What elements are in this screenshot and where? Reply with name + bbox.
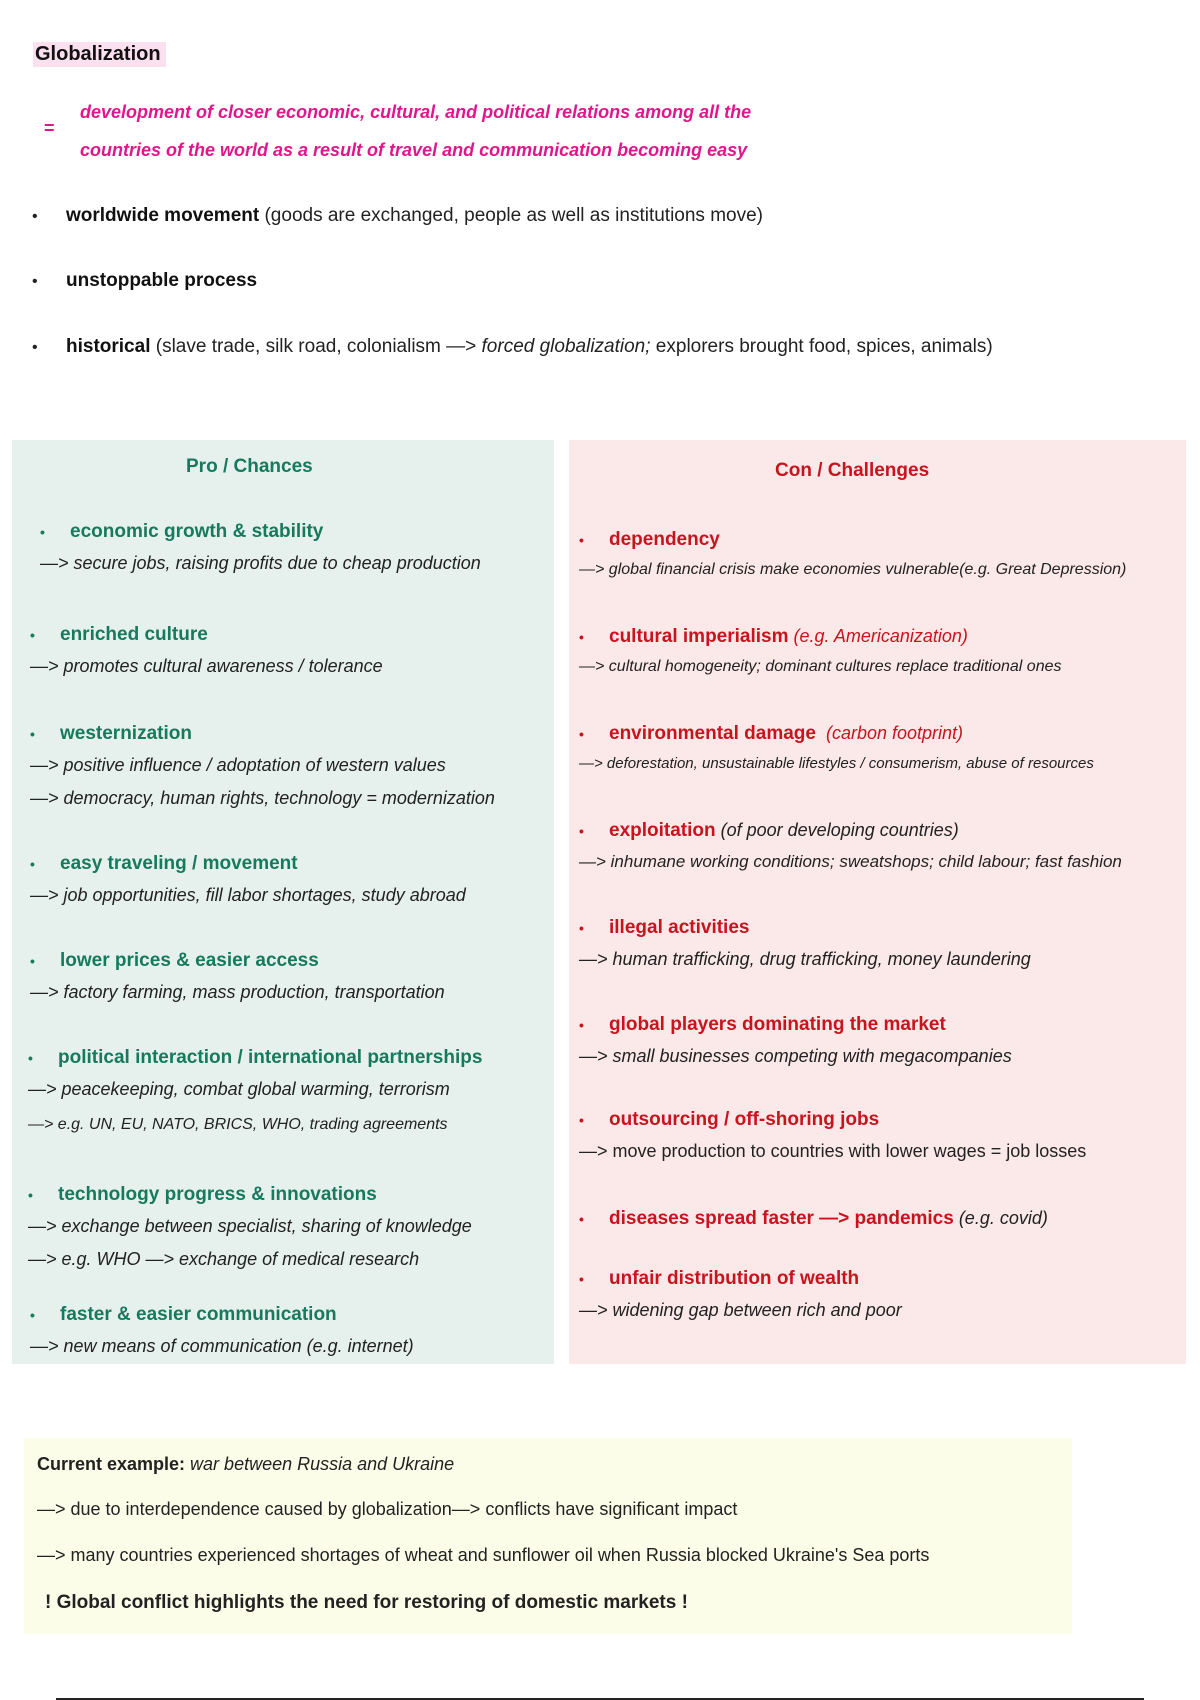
pro-item-political-interaction — [28, 1047, 482, 1134]
bullet-dot: • — [30, 856, 35, 872]
definition-symbol: = — [44, 118, 55, 138]
example-line-1: —> due to interdependence caused by globalization—> conflicts have significant impact — [37, 1499, 738, 1519]
bullet-dot: • — [579, 1112, 584, 1128]
con-item-line: —> cultural homogeneity; dominant cultures replace traditional ones — [579, 658, 1062, 675]
bullet-dot: • — [579, 629, 584, 645]
con-item-global-players — [579, 1014, 1012, 1067]
bullet-dot: • — [30, 726, 35, 742]
pro-item-line: —> factory farming, mass production, transportation — [30, 982, 445, 1002]
con-item-cultural-imperialism — [579, 626, 1062, 676]
bullet-italic: forced globalization; — [481, 336, 651, 357]
pro-item-title: easy traveling / movement — [60, 853, 298, 874]
con-item-line: —> inhumane working conditions; sweatshops; child labour; fast fashion — [579, 852, 1122, 871]
con-item-title: dependency — [609, 529, 720, 550]
con-item-note: (carbon footprint) — [815, 723, 964, 743]
con-item-title: cultural imperialism — [609, 626, 789, 647]
con-item-dependency — [579, 529, 1126, 579]
con-item-unfair-distribution — [579, 1268, 902, 1321]
pro-item-technology — [28, 1184, 472, 1270]
con-item-title: global players dominating the market — [609, 1014, 946, 1035]
bullet-dot: • — [30, 627, 35, 643]
con-item-outsourcing — [579, 1109, 1086, 1162]
con-item-diseases — [579, 1208, 1048, 1230]
bullet-dot: • — [40, 524, 45, 540]
pro-item-title: faster & easier communication — [60, 1304, 337, 1325]
example-label: Current example: — [37, 1454, 186, 1474]
bullet-bold: unstoppable process — [66, 270, 258, 291]
pro-item-line: —> secure jobs, raising profits due to cheap production — [40, 553, 481, 573]
pro-item-line: —> job opportunities, fill labor shortages, study abroad — [30, 885, 466, 905]
pro-item-westernization — [30, 723, 495, 809]
pro-item-line: —> new means of communication (e.g. internet) — [30, 1336, 414, 1356]
bullet-bold: historical — [66, 336, 151, 357]
bullet-bold: worldwide movement — [66, 205, 260, 226]
bullet-dot: • — [579, 920, 584, 936]
con-item-note: (e.g. covid) — [953, 1208, 1048, 1228]
pro-item-title: westernization — [60, 723, 192, 744]
example-line-2: —> many countries experienced shortages of wheat and sunflower oil when Russia blocked Ukraine's Sea ports — [37, 1545, 930, 1565]
pro-item-title: lower prices & easier access — [60, 950, 319, 971]
page-title: Globalization — [33, 42, 166, 67]
bullet-text: (slave trade, silk road, colonialism —> — [150, 336, 482, 357]
pro-item-enriched-culture — [30, 624, 383, 677]
pro-item-line: —> positive influence / adoptation of western values — [30, 755, 446, 775]
example-conclusion: ! Global conflict highlights the need for restoring of domestic markets ! — [45, 1592, 688, 1613]
pro-item-line: —> promotes cultural awareness / tolerance — [30, 656, 383, 676]
pro-item-lower-prices — [30, 950, 445, 1003]
bullet-dot: • — [32, 339, 38, 356]
con-item-line: —> widening gap between rich and poor — [579, 1300, 902, 1320]
con-item-line: —> human trafficking, drug trafficking, money laundering — [579, 949, 1031, 969]
bullet-dot: • — [579, 823, 584, 839]
pro-item-line: —> e.g. UN, EU, NATO, BRICS, WHO, trading agreements — [28, 1116, 448, 1133]
bullet-dot: • — [579, 1271, 584, 1287]
con-item-note: (e.g. Americanization) — [788, 626, 968, 646]
bullet-dot: • — [579, 532, 584, 548]
bullet-dot: • — [32, 208, 38, 225]
bullet-dot: • — [28, 1187, 33, 1203]
con-item-illegal-activities — [579, 917, 1031, 970]
pro-item-line: —> peacekeeping, combat global warming, terrorism — [28, 1079, 450, 1099]
pro-item-title: economic growth & stability — [70, 521, 324, 542]
bullet-dot: • — [579, 1017, 584, 1033]
current-example-box — [24, 1438, 1072, 1634]
pro-item-title: enriched culture — [60, 624, 208, 645]
con-item-line: —> global financial crisis make economies vulnerable(e.g. Great Depression) — [579, 561, 1127, 578]
pro-item-economic-growth — [40, 521, 481, 574]
con-item-title: illegal activities — [609, 917, 750, 938]
bullet-worldwide-movement — [32, 205, 763, 227]
bullet-unstoppable-process — [32, 270, 257, 292]
bullet-dot: • — [579, 726, 584, 742]
con-item-environmental-damage — [579, 723, 1094, 772]
bullet-text-2: explorers brought food, spices, animals) — [650, 336, 993, 357]
con-item-note: (of poor developing countries) — [715, 820, 959, 840]
con-item-exploitation — [579, 820, 1122, 872]
con-panel — [569, 440, 1186, 1364]
bullet-dot: • — [30, 1307, 35, 1323]
definition-line-2: countries of the world as a result of travel and communication becoming easy — [80, 140, 748, 160]
pro-item-line: —> e.g. WHO —> exchange of medical research — [28, 1249, 420, 1269]
bullet-historical — [32, 336, 993, 358]
con-item-line: —> small businesses competing with megacompanies — [579, 1046, 1012, 1066]
pro-item-communication — [30, 1304, 414, 1357]
pro-panel — [12, 440, 554, 1364]
con-item-line: —> deforestation, unsustainable lifestyles / consumerism, abuse of resources — [579, 755, 1094, 772]
pro-item-title: political interaction / international partnerships — [58, 1047, 483, 1068]
con-item-title: diseases spread faster —> pandemics — [609, 1208, 954, 1229]
bullet-dot: • — [30, 953, 35, 969]
example-heading — [37, 1454, 454, 1475]
bullet-text: (goods are exchanged, people as well as institutions move) — [259, 205, 763, 226]
pro-item-line: —> exchange between specialist, sharing of knowledge — [28, 1216, 472, 1236]
example-topic: war between Russia and Ukraine — [185, 1454, 455, 1474]
con-item-title: environmental damage — [609, 723, 816, 744]
con-heading: Con / Challenges — [775, 460, 930, 481]
definition-line-1: development of closer economic, cultural, and political relations among all the — [80, 102, 752, 122]
con-item-title: exploitation — [609, 820, 716, 841]
pro-item-easy-traveling — [30, 853, 466, 906]
bullet-dot: • — [32, 273, 38, 290]
pro-item-title: technology progress & innovations — [58, 1184, 377, 1205]
pro-heading: Pro / Chances — [186, 456, 313, 477]
con-item-title: unfair distribution of wealth — [609, 1268, 860, 1289]
pro-item-line: —> democracy, human rights, technology = modernization — [30, 788, 495, 808]
con-item-title: outsourcing / off-shoring jobs — [609, 1109, 880, 1130]
bullet-dot: • — [28, 1050, 33, 1066]
con-item-line: —> move production to countries with lower wages = job losses — [579, 1141, 1087, 1161]
bullet-dot: • — [579, 1211, 584, 1227]
